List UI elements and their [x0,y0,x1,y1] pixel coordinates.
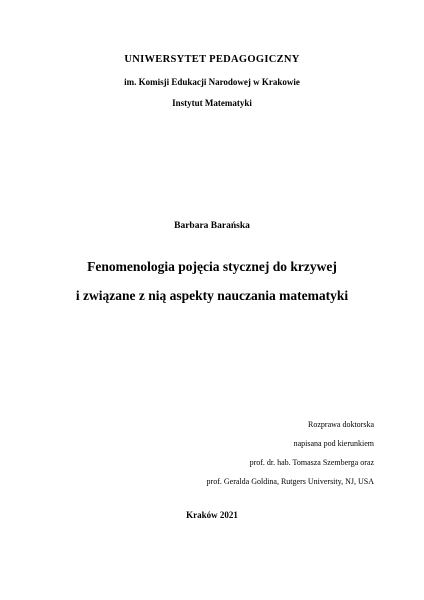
thesis-title-line-2: i związane z nią aspekty nauczania matematyki [75,288,349,303]
thesis-info-block [134,415,374,491]
thesis-title-line-1: Fenomenologia pojęcia stycznej do krzywej [87,259,337,274]
supervisor-2: prof. Geralda Goldina, Rutgers University, NJ, USA [206,477,374,486]
supervisor-1: prof. dr. hab. Tomasza Szemberga oraz [249,458,374,467]
institute-name: Instytut Matematyki [172,98,252,108]
commission-name: im. Komisji Edukacji Narodowej w Krakowie [124,77,300,87]
place-and-year: Kraków 2021 [186,510,238,520]
thesis-type: Rozprawa doktorska [308,420,374,429]
author-name: Barbara Barańska [174,221,250,231]
supervision-note: napisana pod kierunkiem [293,439,374,448]
university-name: UNIWERSYTET PEDAGOGICZNY [124,54,300,65]
